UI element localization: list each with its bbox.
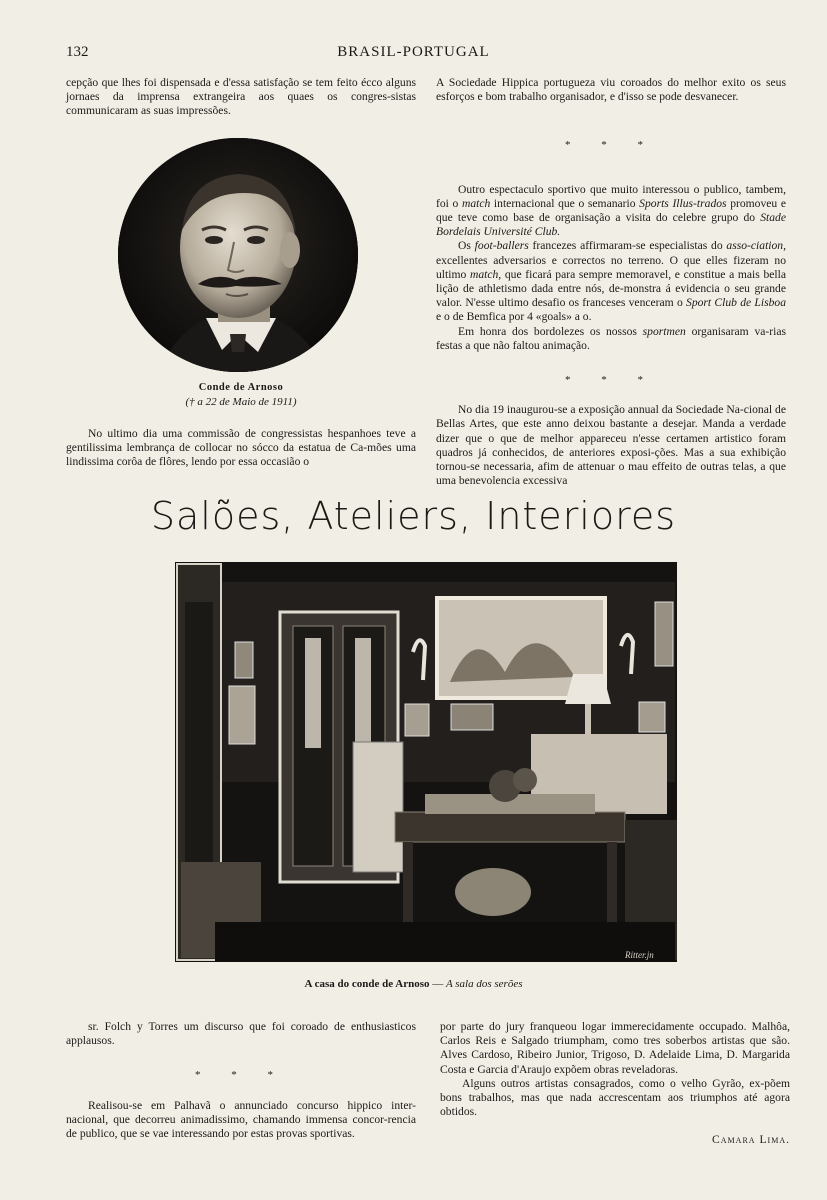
portrait-name: Conde de Arnoso — [198, 382, 284, 393]
interior-photo — [175, 562, 677, 962]
caption-title: A casa do conde de Arnoso — [304, 978, 430, 990]
section-title: Salões, Ateliers, Interiores — [150, 494, 677, 538]
caption-subtitle: A sala dos serões — [446, 978, 523, 990]
interior-illustration — [175, 562, 677, 962]
paragraph: Os foot-ballers francezes affirmaram-se especialistas do asso-ciation, excellentes adversarios e correctos no terreno. O que elles fizeram no ultimo match, que ficará para sempre memoravel, e constitue a mais bella lição de athletismo dada entre nós, de-monstra á evidencia o seu grande valor. N'esse ultimo desafio os franceses venceram o Sport Club de Lisboa e o de Bemfica por 4 «goals» a o. — [436, 239, 786, 324]
paragraph: Realisou-se em Palhavã o annunciado concurso hippico inter-nacional, que decorreu animadissimo, chamando immensa concor-rencia de publico, que se vae interessando por estas provas sportivas. — [66, 1098, 416, 1141]
page-number: 132 — [66, 44, 89, 60]
bottom-left-column — [66, 1020, 416, 1141]
top-left-column — [66, 76, 416, 119]
paragraph: sr. Folch y Torres um discurso que foi coroado de enthusiasticos applausos. — [66, 1020, 416, 1048]
paragraph: Outro espectaculo sportivo que muito interessou o publico, tambem, foi o match internacional que o semanario Sports Illus-trados promoveu e que teve como base de organisação a visita do celebre grupo do Stade Bordelais Université Club. — [436, 182, 786, 239]
paragraph: Alguns outros artistas consagrados, como o velho Gyrão, ex-põem bons trabalhos, mas que nada accrescentam aos triumphos até agora obtidos. — [440, 1076, 790, 1119]
photo-caption — [0, 978, 827, 990]
separator-stars: * * * — [195, 1069, 287, 1082]
separator-stars: * * * — [565, 139, 657, 152]
left-column-lower — [66, 427, 416, 470]
paragraph: Em honra dos bordolezes os nossos sportmen organisaram va-rias festas a que não faltou animação. — [436, 324, 786, 352]
caption-dash: — — [429, 978, 446, 990]
portrait-photo — [118, 138, 358, 372]
portrait-date: († a 22 de Maio de 1911) — [185, 396, 297, 408]
paragraph: A Sociedade Hippica portugueza viu coroados do melhor exito os seus esforços e bom trabalho organisador, e d'isso se pode desvanecer. — [436, 76, 786, 104]
author-signature: Camara Lima. — [712, 1133, 790, 1147]
photo-signature: Ritter.jn — [625, 950, 654, 960]
separator-stars: * * * — [565, 374, 657, 387]
portrait-caption — [66, 380, 416, 410]
running-title: BRASIL-PORTUGAL — [337, 44, 490, 60]
paragraph: No ultimo dia uma commissão de congressistas hespanhoes teve a gentilissima lembrança de collocar no sócco da estatua de Ca-mões uma lindissima corôa de flôres, lendo por essa occasião o — [66, 427, 416, 469]
paragraph: No dia 19 inaugurou-se a exposição annual da Sociedade Na-cional de Bellas Artes, que este anno deixou bastante a desejar. Manda a verdade dizer que o que de melhor appareceu n'esse certamen artistico foram quadros já conhecidos, de anteriores exposi-ções. Mas a sua exhibição tornou-se necessaria, afim de attenuar o mau effeito de outras telas, a que uma benevolencia excessiva — [436, 403, 786, 488]
top-right-column — [436, 76, 786, 488]
paragraph: cepção que lhes foi dispensada e d'essa satisfação se tem feito écco alguns jornaes da imprensa extrangeira aos quaes os congres-sistas communicaram as suas impressões. — [66, 76, 416, 118]
bottom-right-column — [440, 1020, 790, 1148]
paragraph: por parte do jury franqueou logar immerecidamente occupado. Malhôa, Carlos Reis e Salgado triumpham, como tres soberbos artistas que são. Alves Cardoso, Ribeiro Junior, Trigoso, D. Adelaide Lima, D. Margarida Costa e Garcia d'Araujo expõem obras reveladoras. — [440, 1020, 790, 1076]
portrait-illustration — [118, 138, 358, 372]
